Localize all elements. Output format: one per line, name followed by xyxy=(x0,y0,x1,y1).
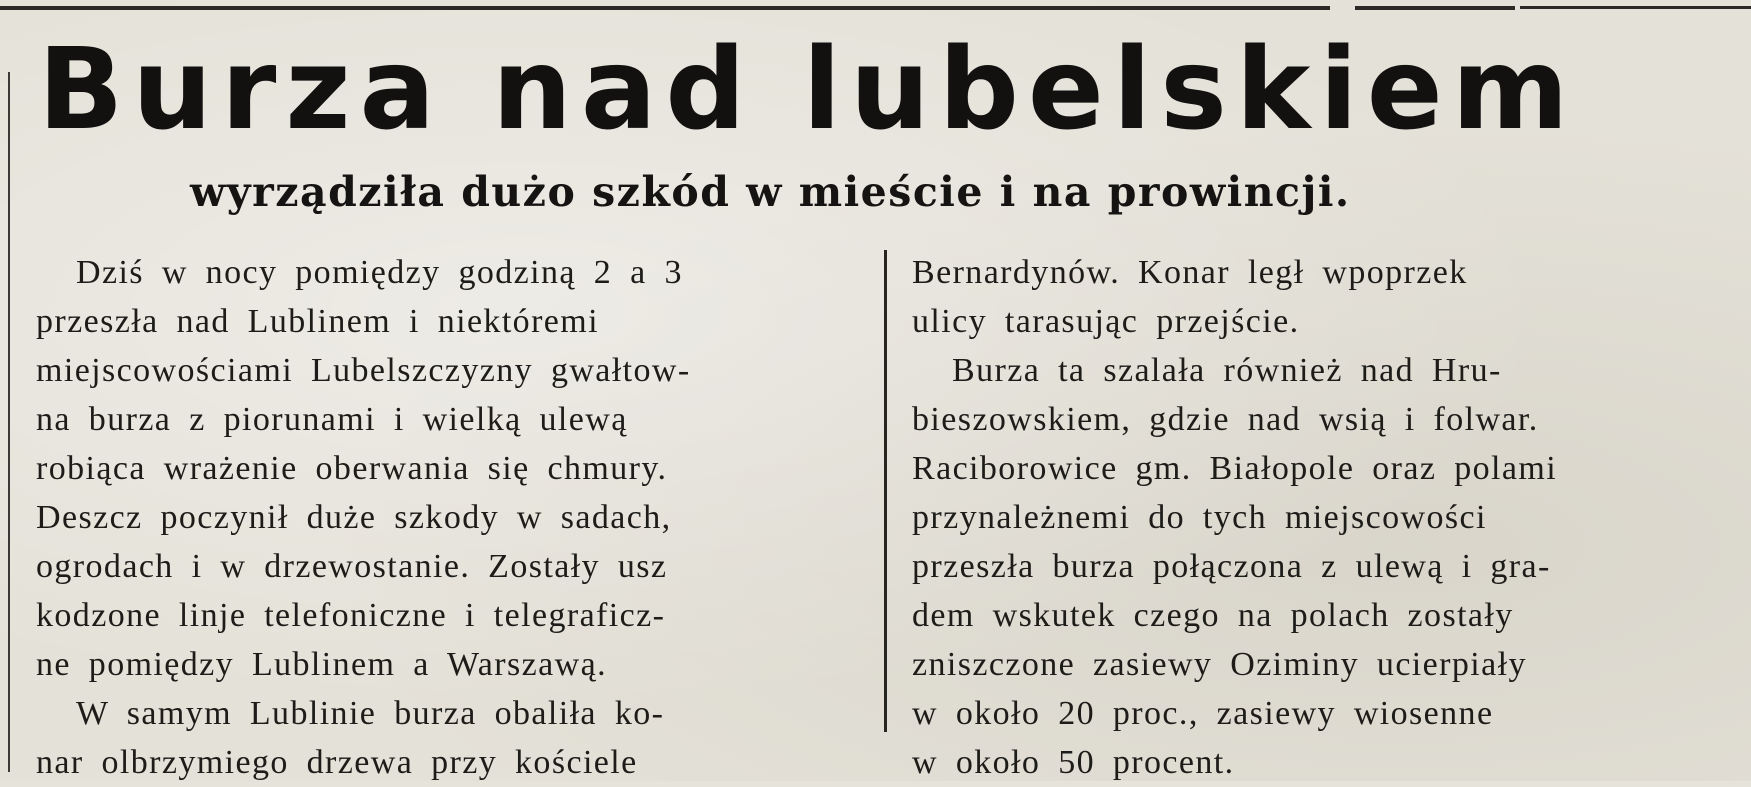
article-line: w około 50 procent. xyxy=(912,744,1235,781)
article-line: W samym Lublinie burza obaliła ko- xyxy=(76,695,665,732)
article-line: bieszowskiem, gdzie nad wsią i folwar. xyxy=(912,401,1539,438)
article-column-left xyxy=(36,248,858,787)
article-line: miejscowościami Lubelszczyzny gwałtow- xyxy=(36,352,691,389)
article-line: Bernardynów. Konar legł wpoprzek xyxy=(912,254,1468,291)
column-divider xyxy=(884,250,887,732)
article-line: w około 20 proc., zasiewy wiosenne xyxy=(912,695,1494,732)
top-rule xyxy=(1520,6,1751,9)
article-line: przeszła nad Lublinem i niektóremi xyxy=(36,303,599,340)
top-rule xyxy=(0,6,1330,10)
article-line: ne pomiędzy Lublinem a Warszawą. xyxy=(36,646,607,683)
article-line: na burza z piorunami i wielką ulewą xyxy=(36,401,628,438)
article-line: zniszczone zasiewy Oziminy ucierpiały xyxy=(912,646,1527,683)
article-line: Burza ta szalała również nad Hru- xyxy=(952,352,1502,389)
article-column-right xyxy=(912,248,1724,787)
article-line: Deszcz poczynił duże szkody w sadach, xyxy=(36,499,672,536)
article-line: ogrodach i w drzewostanie. Zostały usz xyxy=(36,548,668,585)
article-line: Dziś w nocy pomiędzy godziną 2 a 3 xyxy=(76,254,683,291)
article-line: nar olbrzymiego drzewa przy kościele xyxy=(36,744,638,781)
article-line: robiąca wrażenie oberwania się chmury. xyxy=(36,450,668,487)
headline: Burza nad lubelskiem xyxy=(38,25,1578,155)
article-line: przynależnemi do tych miejscowości xyxy=(912,499,1487,536)
top-rule xyxy=(1355,6,1515,10)
article-line: dem wskutek czego na polach zostały xyxy=(912,597,1514,634)
article-line: kodzone linje telefoniczne i telegraficz- xyxy=(36,597,666,634)
article-line: Raciborowice gm. Białopole oraz polami xyxy=(912,450,1558,487)
article-line: przeszła burza połączona z ulewą i gra- xyxy=(912,548,1551,585)
subheadline: wyrządziła dużo szkód w mieście i na prowincji. xyxy=(190,168,1351,216)
left-margin-rule xyxy=(8,72,10,772)
article-line: ulicy tarasując przejście. xyxy=(912,303,1300,340)
